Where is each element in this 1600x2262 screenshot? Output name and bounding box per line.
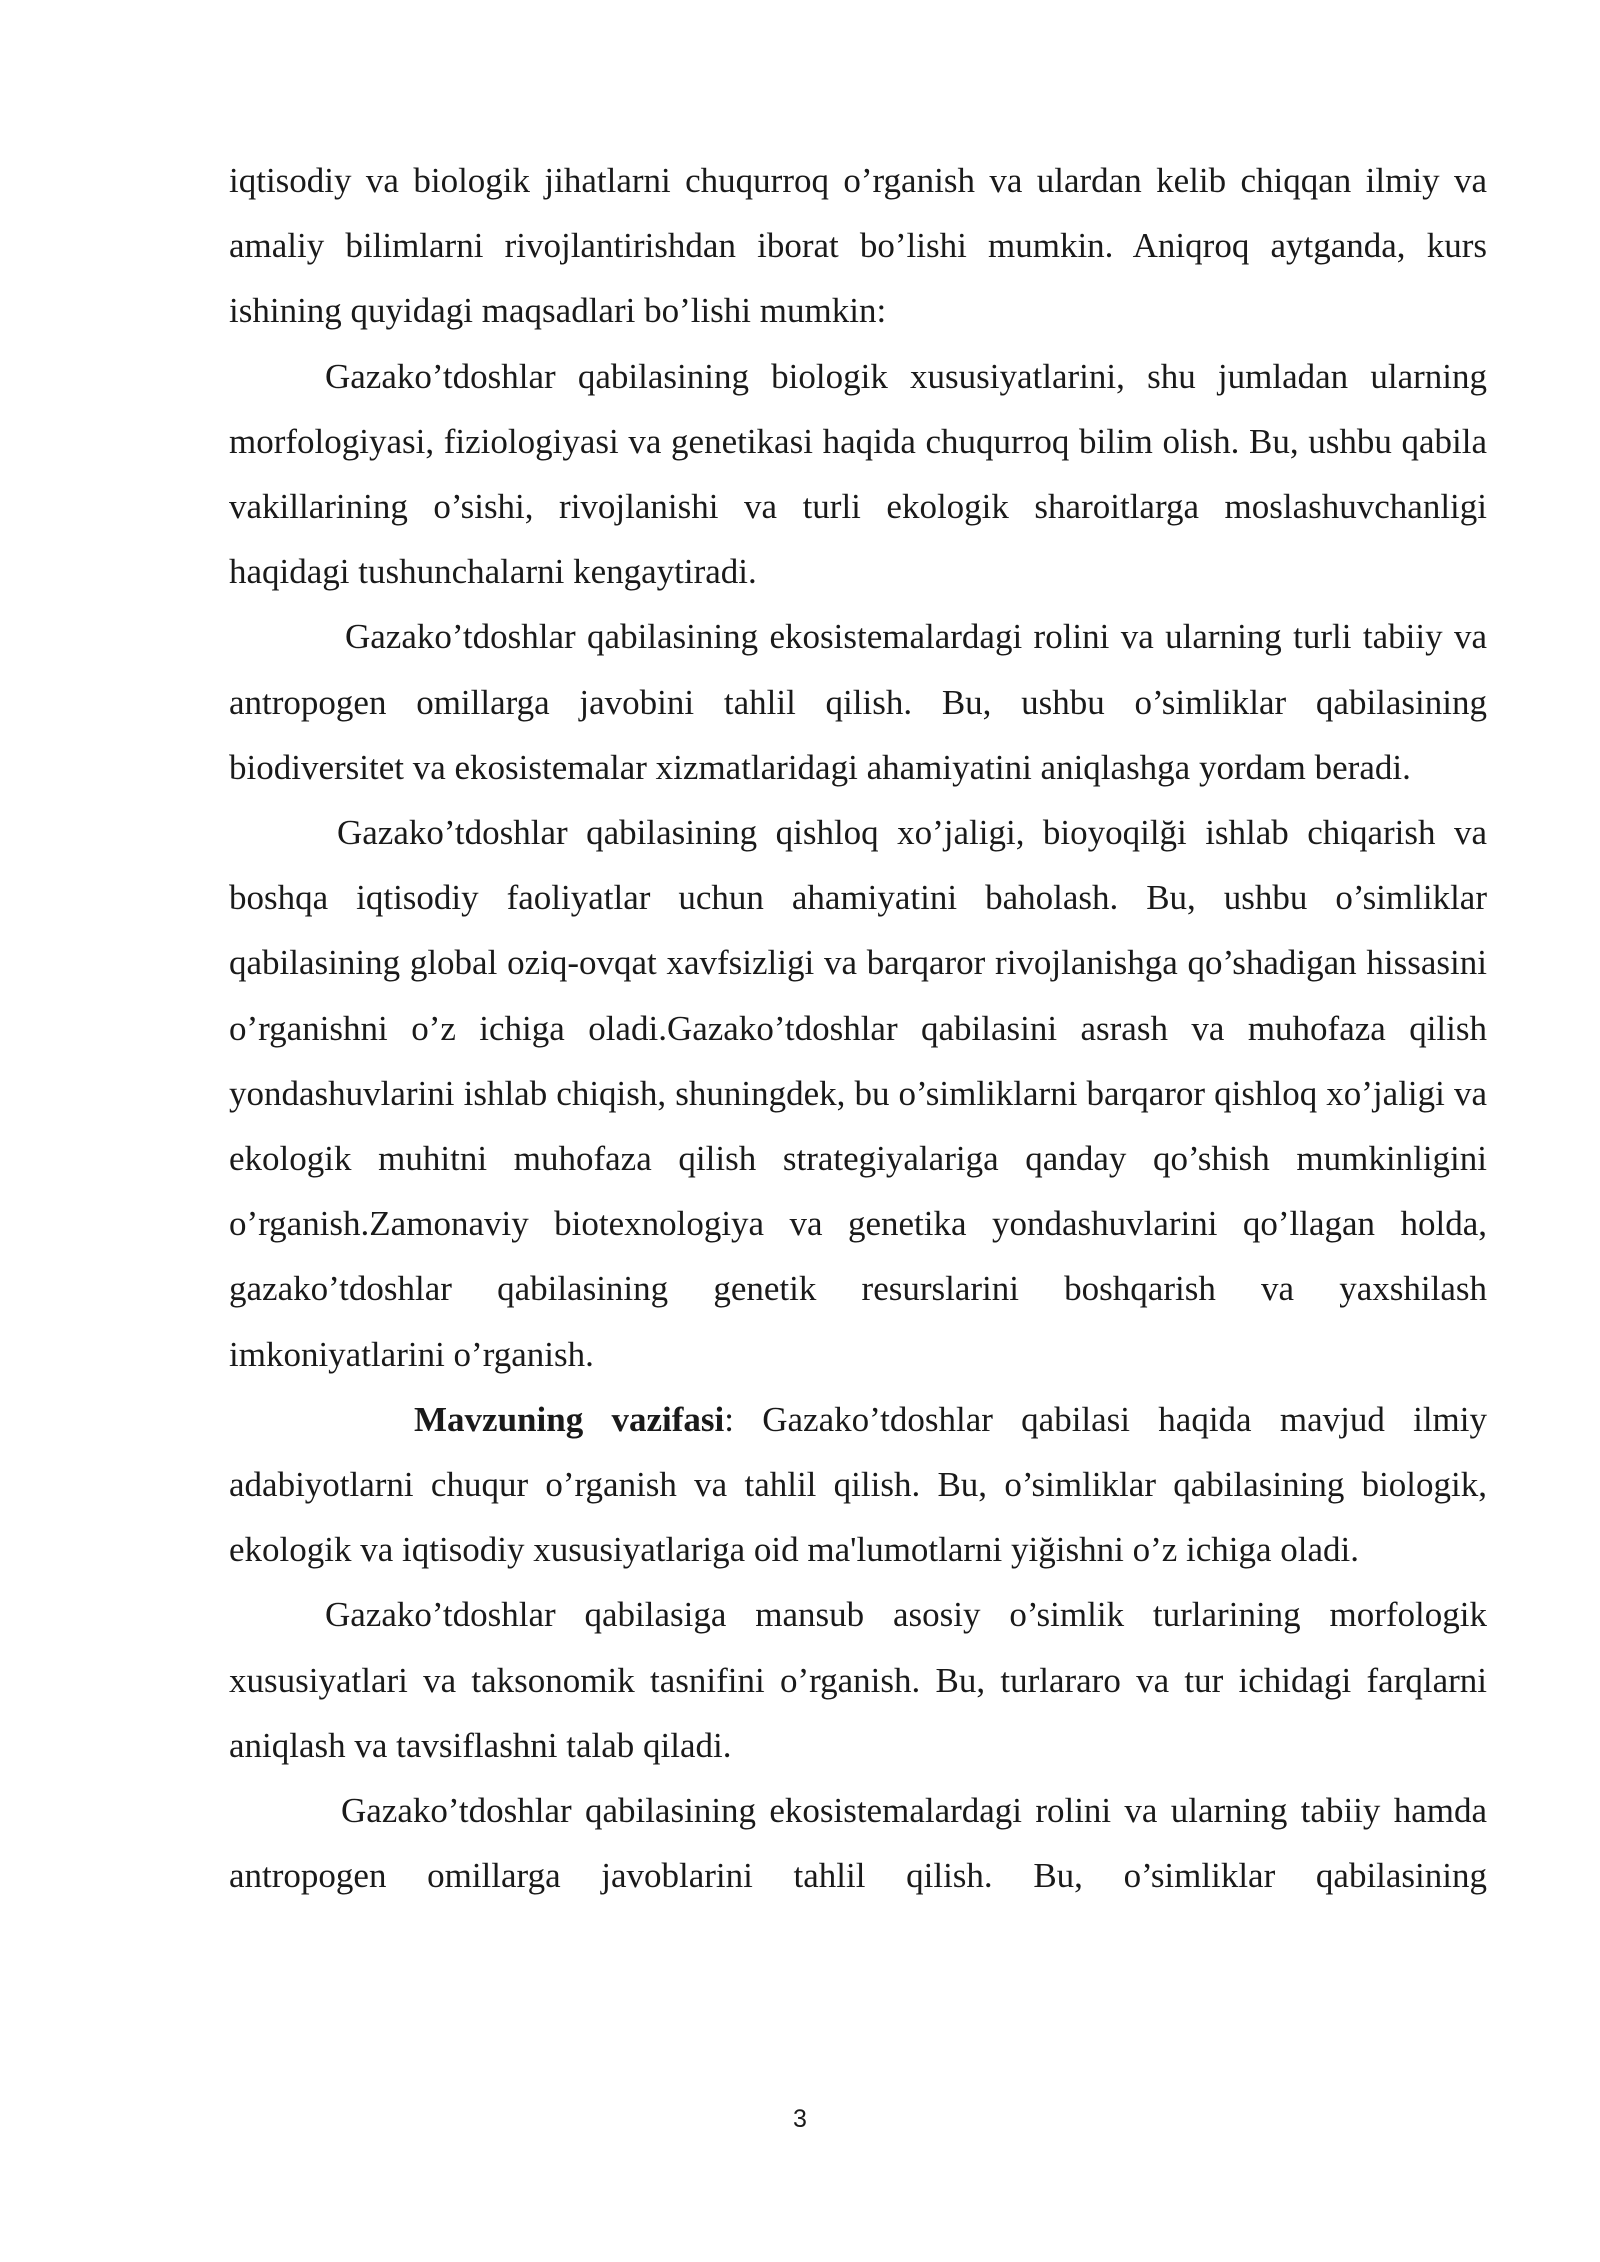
paragraph-5 xyxy=(229,1387,1487,1583)
paragraph-6: Gazako’tdoshlar qabilasiga mansub asosiy o’simlik turlarining morfologik xususiyatlari va taksonomik tasnifini o’rganish. Bu, turlararo va tur ichidagi farqlarni aniqlash va tavsiflashni talab qiladi. xyxy=(229,1595,1487,1765)
paragraph-2: Gazako’tdoshlar qabilasining biologik xususiyatlarini, shu jumladan ularning morfologiyasi, fiziologiyasi va genetikasi haqida chuqurroq bilim olish. Bu, ushbu qabila vakillarining o’sishi, rivojlanishi va turli ekologik sharoitlarga moslashuvchanligi haqidagi tushunchalarni kengaytiradi. xyxy=(229,356,1487,592)
task-text: : Gazako’tdoshlar qabilasi haqida mavjud ilmiy adabiyotlarni chuqur o’rganish va tahlil qilish. Bu, o’simliklar qabilasining biologik, ekologik va iqtisodiy xususiyatlariga oid ma'lumotlarni yiğishni o’z ichiga oladi. xyxy=(229,1399,1488,1570)
task-heading: Mavzuning vazifasi xyxy=(414,1399,725,1439)
paragraph-4: Gazako’tdoshlar qabilasining qishloq xo’jaligi, bioyoqilği ishlab chiqarish va boshqa iqtisodiy faoliyatlar uchun ahamiyatini baholash. Bu, ushbu o’simliklar qabilasining global oziq-ovqat xavfsizligi va barqaror rivojlanishga qo’shadigan hissasini o’rganishni o’z ichiga oladi.Gazako’tdoshlar qabilasini asrash va muhofaza qilish yondashuvlarini ishlab chiqish, shuningdek, bu o’simliklarni barqaror qishloq xo’jaligi va ekologik muhitni muhofaza qilish strategiyalariga qanday qo’shish mumkinligini o’rganish.Zamonaviy biotexnologiya va genetika yondashuvlarini qo’llagan holda, gazako’tdoshlar qabilasining genetik resurslarini boshqarish va yaxshilash imkoniyatlarini o’rganish. xyxy=(229,813,1487,1374)
page-number: 3 xyxy=(793,2105,807,2133)
paragraph-1: iqtisodiy va biologik jihatlarni chuqurroq o’rganish va ulardan kelib chiqqan ilmiy va amaliy bilimlarni rivojlantirishdan iborat bo’lishi mumkin. Aniqroq aytganda, kurs ishining quyidagi maqsadlari bo’lishi mumkin: xyxy=(229,161,1487,331)
paragraph-3: Gazako’tdoshlar qabilasining ekosistemalardagi rolini va ularning turli tabiiy va antropogen omillarga javobini tahlil qilish. Bu, ushbu o’simliklar qabilasining biodiversitet va ekosistemalar xizmatlaridagi ahamiyatini aniqlashga yordam beradi. xyxy=(229,617,1487,787)
document-page xyxy=(229,148,1487,1908)
paragraph-7: Gazako’tdoshlar qabilasining ekosistemalardagi rolini va ularning tabiiy hamda antropogen omillarga javoblarini tahlil qilish. Bu, o’simliklar qabilasining xyxy=(229,1791,1487,1896)
